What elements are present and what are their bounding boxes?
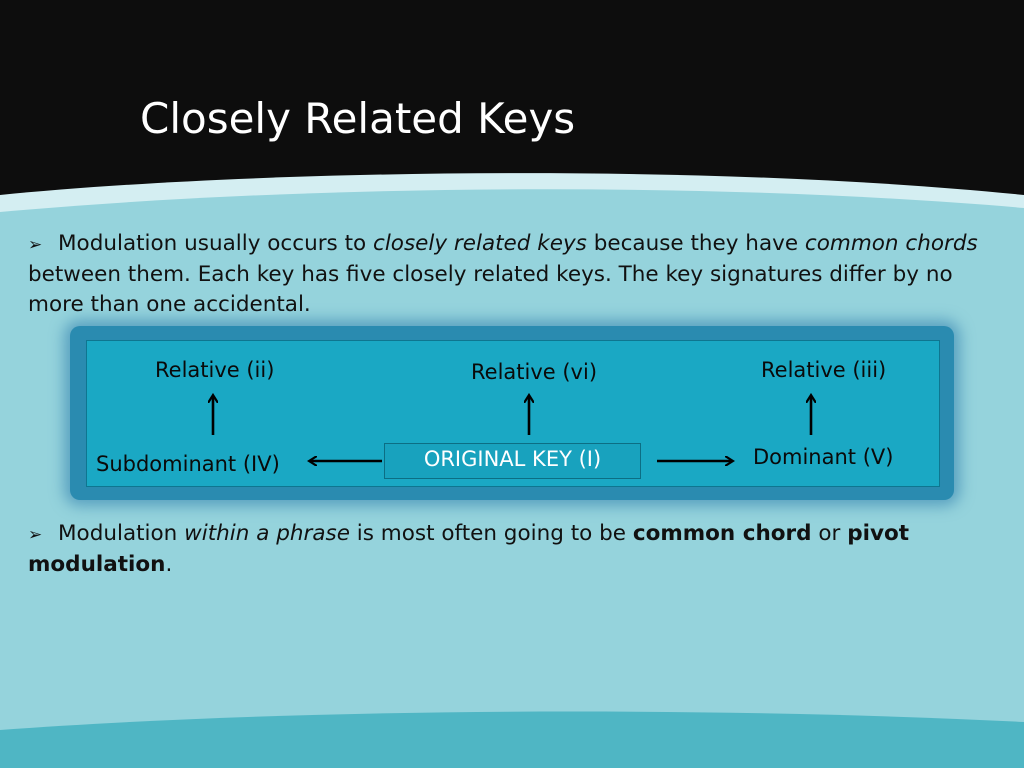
bullet-2-text-4: . [165,552,173,577]
bullet-2-bold-pivot-modulation: pivot modulation [28,521,910,577]
bullet-2-italic-within-a-phrase: within a phrase [184,521,350,546]
bullet-paragraph-2 [28,519,988,580]
bullet-paragraph-1 [28,229,988,320]
bullet-1-text-3: between them. Each key has five closely related keys. The key signatures differ by no more than one accidental. [28,262,953,317]
original-key-label: ORIGINAL KEY (I) [423,447,602,471]
bullet-1-text-2: because they have [586,231,805,256]
relative-vi-label: Relative (vi) [471,360,598,384]
bullet-2-text-3: or [811,521,848,546]
relative-ii-label: Relative (ii) [155,358,275,382]
bullet-1-text-1: Modulation usually occurs to [58,231,373,256]
bullet-2-bold-common-chord: common chord [632,521,812,546]
bullet-1-italic-closely-related-keys: closely related keys [373,231,587,256]
subdominant-label: Subdominant (IV) [96,452,280,476]
original-key-box [384,443,641,479]
slide-title: Closely Related Keys [140,94,576,143]
dominant-label: Dominant (V) [753,445,894,469]
bullet-1-italic-common-chords: common chords [804,231,978,256]
relative-iii-label: Relative (iii) [761,358,887,382]
bullet-arrow-icon: ➢ [28,235,43,255]
bullet-arrow-icon: ➢ [28,525,43,545]
bottom-wave-decoration [0,700,1024,768]
bullet-2-text-2: is most often going to be [349,521,633,546]
bullet-2-text-1: Modulation [58,521,185,546]
